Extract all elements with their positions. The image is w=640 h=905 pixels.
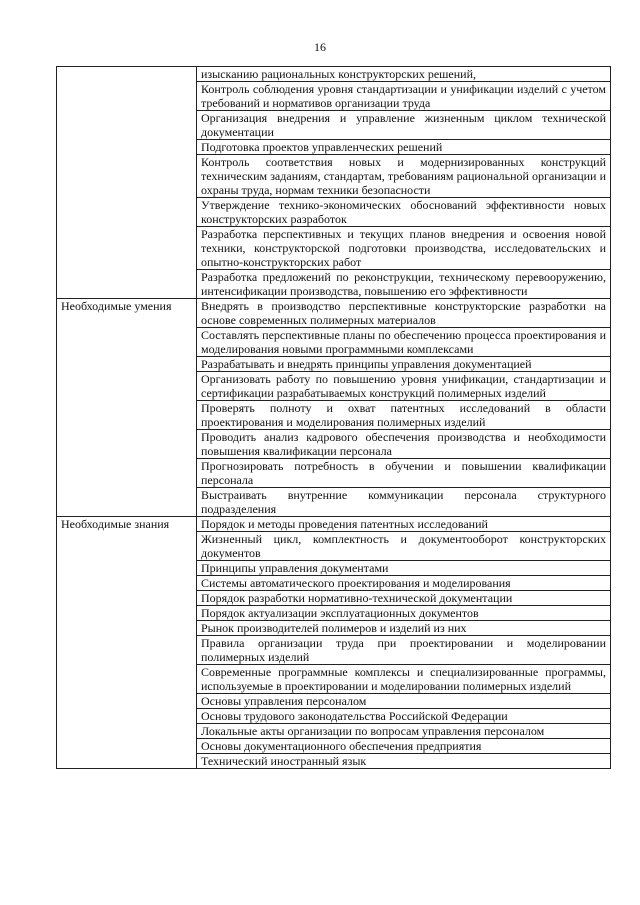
requirement-item: Контроль соблюдения уровня стандартизации и унификации изделий с учетом требований и нормативов организации труда (197, 82, 611, 111)
requirement-item: Порядок и методы проведения патентных исследований (197, 517, 611, 532)
requirement-item: Разрабатывать и внедрять принципы управления документацией (197, 357, 611, 372)
requirement-item: Проверять полноту и охват патентных исследований в области проектирования и моделирования полимерных изделий (197, 401, 611, 430)
requirement-item: Прогнозировать потребность в обучении и повышении квалификации персонала (197, 459, 611, 488)
requirement-item: Жизненный цикл, комплектность и документооборот конструкторских документов (197, 532, 611, 561)
requirement-item: Утверждение технико-экономических обоснований эффективности новых конструкторских разработок (197, 198, 611, 227)
requirement-item: Основы трудового законодательства Российской Федерации (197, 709, 611, 724)
requirement-item: Основы управления персоналом (197, 694, 611, 709)
table-row (57, 299, 611, 328)
requirement-item: Системы автоматического проектирования и моделирования (197, 576, 611, 591)
requirement-item: Составлять перспективные планы по обеспечению процесса проектирования и моделирования новыми программными комплексами (197, 328, 611, 357)
requirement-item: Организовать работу по повышению уровня унификации, стандартизации и сертификации разрабатываемых конструкций полимерных изделий (197, 372, 611, 401)
requirement-item: Локальные акты организации по вопросам управления персоналом (197, 724, 611, 739)
section-label: Необходимые умения (57, 299, 197, 517)
requirement-item: Основы документационного обеспечения предприятия (197, 739, 611, 754)
table-body (57, 67, 611, 769)
page-number: 16 (314, 40, 326, 54)
requirement-item: Порядок актуализации эксплуатационных документов (197, 606, 611, 621)
requirement-item: Контроль соответствия новых и модернизированных конструкций техническим заданиям, стандартам, требованиям рациональной организации и охраны труда, нормам техники безопасности (197, 155, 611, 198)
requirement-item: Современные программные комплексы и специализированные программы, используемые в проектировании и моделировании полимерных изделий (197, 665, 611, 694)
table-row (57, 67, 611, 82)
requirement-item: Принципы управления документами (197, 561, 611, 576)
table-row (57, 517, 611, 532)
requirement-item: Организация внедрения и управление жизненным циклом технической документации (197, 111, 611, 140)
requirement-item: Выстраивать внутренние коммуникации персонала структурного подразделения (197, 488, 611, 517)
requirement-item: Подготовка проектов управленческих решений (197, 140, 611, 155)
requirement-item: Разработка перспективных и текущих планов внедрения и освоения новой техники, конструкторской подготовки производства, исследовательских и опытно-конструкторских работ (197, 227, 611, 270)
requirement-item: Проводить анализ кадрового обеспечения производства и необходимости повышения квалификации персонала (197, 430, 611, 459)
requirement-item: Порядок разработки нормативно-технической документации (197, 591, 611, 606)
requirements-table (56, 66, 611, 769)
requirement-item: Внедрять в производство перспективные конструкторские разработки на основе современных полимерных материалов (197, 299, 611, 328)
section-label: Необходимые знания (57, 517, 197, 769)
requirement-item: Разработка предложений по реконструкции, техническому перевооружению, интенсификации производства, повышению его эффективности (197, 270, 611, 299)
section-label (57, 67, 197, 299)
requirement-item: Рынок производителей полимеров и изделий из них (197, 621, 611, 636)
requirement-item: Технический иностранный язык (197, 754, 611, 769)
requirement-item: изысканию рациональных конструкторских решений, (197, 67, 611, 82)
requirement-item: Правила организации труда при проектировании и моделировании полимерных изделий (197, 636, 611, 665)
